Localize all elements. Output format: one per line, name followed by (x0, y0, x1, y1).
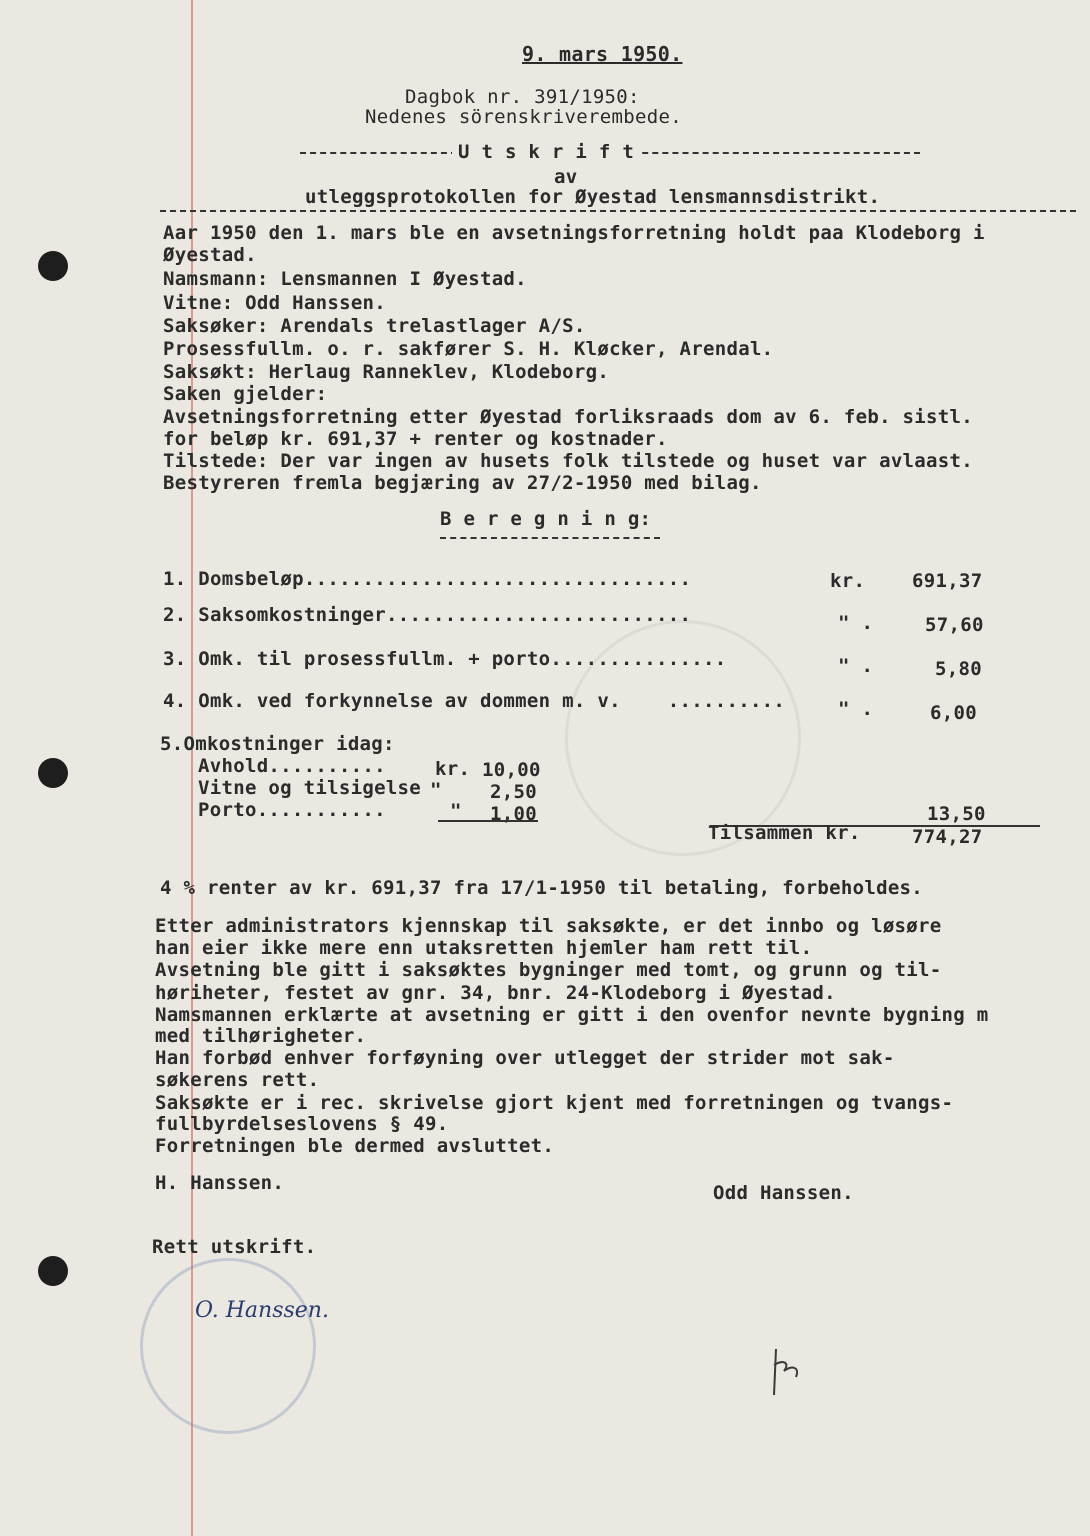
signature-right: Odd Hanssen. (713, 1182, 854, 1204)
intro-line: Tilstede: Der var ingen av husets folk tilstede og huset var avlaast. (163, 450, 973, 472)
punch-hole (38, 758, 68, 788)
body-line: høriheter, festet av gnr. 34, bnr. 24-Klodeborg i Øyestad. (155, 982, 836, 1004)
item-amount: 5,80 (935, 658, 982, 680)
punch-hole (38, 1256, 68, 1286)
intro-line: for beløp kr. 691,37 + renter og kostnader. (163, 428, 668, 450)
item5-amount: 1,00 (490, 803, 537, 825)
document-date: 9. mars 1950. (522, 42, 683, 66)
item-label: 2. Saksomkostninger.......................... (163, 604, 692, 626)
intro-line: Saksøkt: Herlaug Ranneklev, Klodeborg. (163, 361, 610, 383)
item5-label: Vitne og tilsigelse (198, 777, 422, 799)
body-line: 4 % renter av kr. 691,37 fra 17/1-1950 til betaling, forbeholdes. (160, 877, 924, 899)
signature-left: H. Hanssen. (155, 1172, 285, 1194)
intro-line: Namsmann: Lensmannen I Øyestad. (163, 268, 527, 290)
handwritten-signature: O. Hanssen. (195, 1298, 329, 1323)
punch-hole (38, 251, 68, 281)
body-line: Etter administrators kjennskap til saksøkte, er det innbo og løsøre (155, 915, 942, 937)
item5-label: Porto........... (198, 799, 386, 821)
handwritten-initials (770, 1345, 810, 1400)
item5-label: Avhold.......... (198, 755, 386, 777)
item5-unit: kr. (435, 758, 471, 780)
item-unit: " . (838, 698, 874, 720)
body-line: fullbyrdelseslovens § 49. (155, 1113, 449, 1135)
item5-amount: 10,00 (482, 759, 541, 781)
dagbok-number: Dagbok nr. 391/1950: (405, 86, 640, 108)
body-line: Han forbød enhver forføyning over utlegget der strider mot sak- (155, 1047, 895, 1069)
body-line: han eier ikke mere enn utaksretten hjemler ham rett til. (155, 937, 813, 959)
item5-amount: 2,50 (490, 781, 537, 803)
intro-line: Saksøker: Arendals trelastlager A/S. (163, 315, 586, 337)
intro-line: Avsetningsforretning etter Øyestad forliksraads dom av 6. feb. sistl. (163, 406, 973, 428)
beregning-heading: B e r e g n i n g: (440, 508, 652, 530)
office-name: Nedenes sörenskriverembede. (365, 106, 682, 128)
document-title: U t s k r i f t (452, 141, 640, 163)
item-label: 4. Omk. ved forkynnelse av dommen m. v. .......... (163, 690, 786, 712)
item-amount: 6,00 (930, 702, 977, 724)
intro-line: Prosessfullm. o. r. sakfører S. H. Kløcker, Arendal. (163, 338, 774, 360)
item-amount: 691,37 (912, 570, 983, 592)
intro-line: Bestyreren fremla begjæring av 27/2-1950 med bilag. (163, 472, 762, 494)
item-unit: kr. (830, 570, 866, 592)
total-amount: 774,27 (912, 826, 983, 848)
intro-line: Aar 1950 den 1. mars ble en avsetningsforretning holdt paa Klodeborg i (163, 222, 985, 244)
body-line: Forretningen ble dermed avsluttet. (155, 1135, 555, 1157)
item5-unit: " (450, 800, 462, 822)
subtotal-rule (438, 820, 538, 822)
body-line: Saksøkte er i rec. skrivelse gjort kjent med forretningen og tvangs- (155, 1092, 954, 1114)
body-line: Namsmannen erklærte at avsetning er gitt i den ovenfor nevnte bygning m (155, 1004, 989, 1026)
body-line: søkerens rett. (155, 1069, 320, 1091)
item-unit: " . (838, 655, 874, 677)
title-av: av (554, 166, 578, 188)
item-amount: 57,60 (925, 614, 984, 636)
item5-heading: 5.Omkostninger idag: (160, 733, 395, 755)
item5-total: 13,50 (927, 803, 986, 825)
intro-line: Saken gjelder: (163, 383, 328, 405)
body-line: Avsetning ble gitt i saksøktes bygninger med tomt, og grunn og til- (155, 959, 942, 981)
official-stamp (140, 1258, 316, 1434)
body-line: med tilhørigheter. (155, 1025, 367, 1047)
total-label: Tilsammen kr. (708, 822, 861, 844)
beregning-underline (440, 537, 660, 539)
intro-line: Øyestad. (163, 244, 257, 266)
item-label: 1. Domsbeløp................................. (163, 568, 692, 590)
header-rule (160, 210, 1076, 212)
item-label: 3. Omk. til prosessfullm. + porto............... (163, 648, 727, 670)
item-unit: " . (838, 612, 874, 634)
document-subtitle: utleggsprotokollen for Øyestad lensmannsdistrikt. (305, 186, 881, 208)
intro-line: Vitne: Odd Hanssen. (163, 292, 387, 314)
rett-utskrift: Rett utskrift. (152, 1236, 317, 1258)
item5-unit: " (430, 779, 442, 801)
